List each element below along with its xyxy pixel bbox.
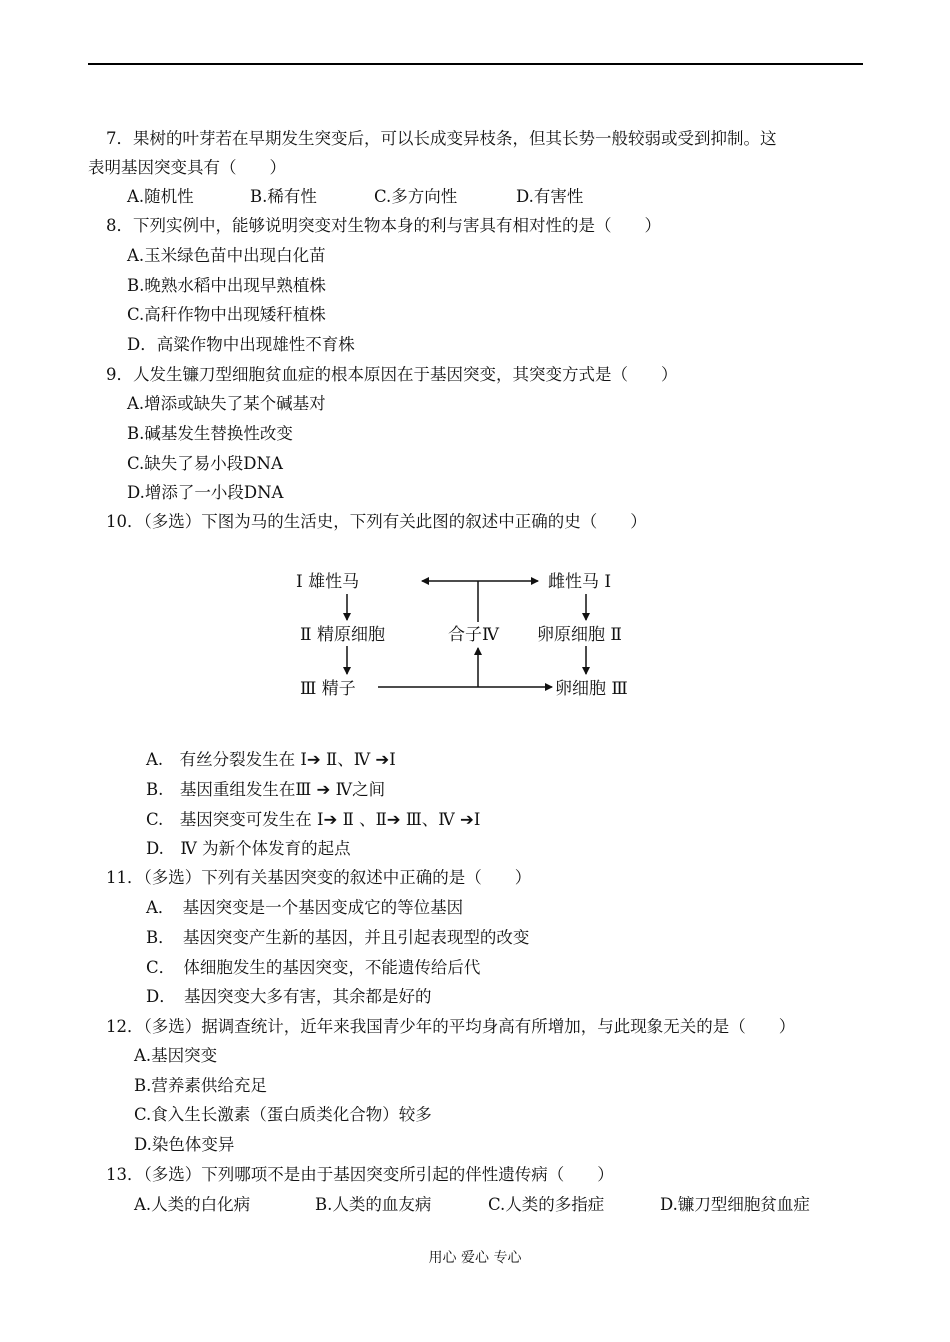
q12-option-c: C.食入生长激素（蛋白质类化合物）较多 — [134, 1105, 432, 1124]
q7-stem-line1: 7．果树的叶芽若在早期发生突变后，可以长成变异枝条，但其长势一般较弱或受到抑制。这 — [106, 129, 777, 148]
q12-option-b: B.营养素供给充足 — [134, 1076, 267, 1095]
q10-option-b: B. 基因重组发生在Ⅲ ➔ Ⅳ之间 — [146, 780, 386, 799]
q11-stem: 11．（多选）下列有关基因突变的叙述中正确的是（ ） — [106, 868, 532, 887]
q9-option-a: A.增添或缺失了某个碱基对 — [127, 394, 326, 413]
diagram-egg-cell-label: 卵原细胞 Ⅱ — [537, 625, 622, 645]
q12-option-d: D.染色体变异 — [134, 1135, 235, 1154]
q7-option-b: B.稀有性 — [250, 187, 317, 206]
q8-option-a: A.玉米绿色苗中出现白化苗 — [127, 246, 326, 265]
diagram-egg-label: 卵细胞 Ⅲ — [555, 679, 628, 699]
page-footer: 用心 爱心 专心 — [428, 1250, 522, 1266]
q11-option-b: B． 基因突变产生新的基因，并且引起表现型的改变 — [146, 928, 530, 947]
q10-option-c: C. 基因突变可发生在 Ⅰ➔ Ⅱ 、Ⅱ➔ Ⅲ、Ⅳ ➔Ⅰ — [146, 810, 481, 829]
q10-stem: 10．（多选）下图为马的生活史，下列有关此图的叙述中正确的史（ ） — [106, 512, 647, 531]
diagram-female-label: 雌性马 Ⅰ — [548, 572, 612, 592]
q13-option-d: D.镰刀型细胞贫血症 — [660, 1195, 810, 1214]
q9-option-b: B.碱基发生替换性改变 — [127, 424, 293, 443]
q13-option-b: B.人类的血友病 — [315, 1195, 432, 1214]
q11-option-d: D． 基因突变大多有害，其余都是好的 — [146, 987, 432, 1006]
diagram-zygote-label: 合子Ⅳ — [448, 625, 499, 645]
q9-stem: 9．人发生镰刀型细胞贫血症的根本原因在于基因突变，其突变方式是（ ） — [106, 365, 678, 384]
q13-option-c: C.人类的多指症 — [488, 1195, 605, 1214]
q11-option-c: C． 体细胞发生的基因突变，不能遗传给后代 — [146, 958, 481, 977]
q13-stem: 13．（多选）下列哪项不是由于基因突变所引起的伴性遗传病（ ） — [106, 1165, 614, 1184]
q12-option-a: A.基因突变 — [134, 1046, 218, 1065]
q8-option-c: C.高秆作物中出现矮秆植株 — [127, 305, 326, 324]
q9-option-c: C.缺失了易小段DNA — [127, 454, 283, 473]
q7-option-d: D.有害性 — [516, 187, 584, 206]
q13-option-a: A.人类的白化病 — [134, 1195, 251, 1214]
q12-stem: 12．（多选）据调查统计，近年来我国青少年的平均身高有所增加，与此现象无关的是（ ） — [106, 1017, 796, 1036]
q7-stem-line2: 表明基因突变具有（ ） — [88, 158, 286, 177]
q7-option-c: C.多方向性 — [374, 187, 458, 206]
q11-option-a: A． 基因突变是一个基因变成它的等位基因 — [146, 898, 464, 917]
q10-option-d: D. Ⅳ 为新个体发育的起点 — [146, 839, 351, 858]
q8-option-b: B.晚熟水稻中出现早熟植株 — [127, 276, 326, 295]
header-rule — [88, 63, 863, 65]
horse-life-cycle-diagram — [292, 560, 652, 710]
q8-stem: 8．下列实例中，能够说明突变对生物本身的利与害具有相对性的是（ ） — [106, 216, 661, 235]
diagram-male-label: Ⅰ 雄性马 — [296, 572, 360, 592]
q8-option-d: D．高粱作物中出现雄性不育株 — [127, 335, 355, 354]
diagram-sperm-cell-label: Ⅱ 精原细胞 — [300, 625, 385, 645]
q7-option-a: A.随机性 — [127, 187, 194, 206]
q10-option-a: A. 有丝分裂发生在 Ⅰ➔ Ⅱ、Ⅳ ➔Ⅰ — [146, 750, 396, 769]
q9-option-d: D.增添了一小段DNA — [127, 483, 284, 502]
diagram-sperm-label: Ⅲ 精子 — [300, 679, 356, 699]
